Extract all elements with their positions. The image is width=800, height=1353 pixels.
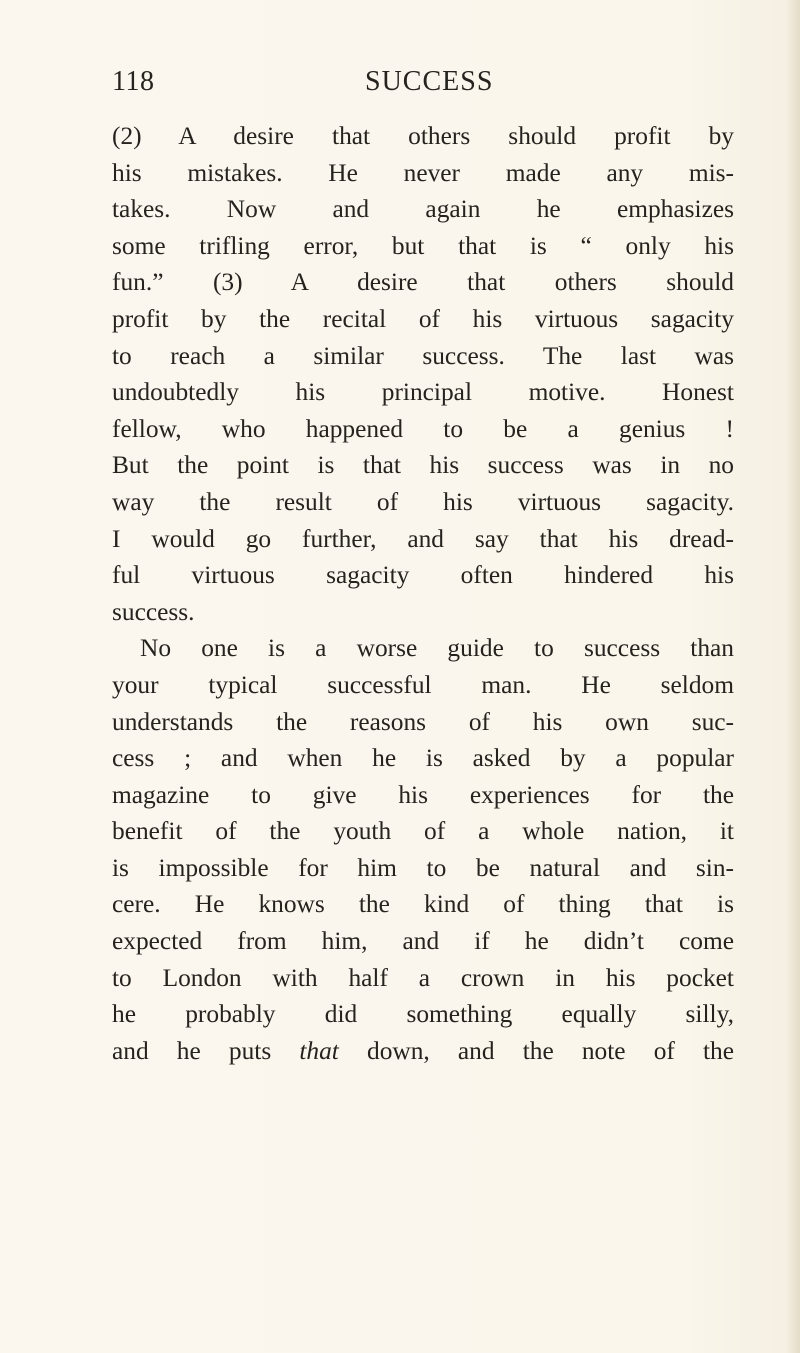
italic-emphasis: that — [299, 1036, 339, 1065]
running-head — [112, 66, 492, 106]
paragraph-2 — [112, 630, 734, 1069]
text-segment: down, and the note of the — [338, 1036, 734, 1065]
text-line: understands the reasons of his own suc- — [112, 707, 734, 736]
text-line: fun.” (3) A desire that others should — [112, 268, 734, 297]
text-line: his mistakes. He never made any mis- — [112, 158, 734, 187]
text-line: takes. Now and again he emphasizes — [112, 195, 734, 224]
text-line: benefit of the youth of a whole nation, it — [112, 817, 734, 846]
text-line: he probably did something equally silly, — [112, 1000, 734, 1029]
body-text — [112, 118, 734, 1069]
page-edge-shadow — [786, 0, 800, 1353]
text-line: way the result of his virtuous sagacity. — [112, 487, 734, 516]
text-line: cess ; and when he is asked by a popular — [112, 744, 734, 773]
text-line: undoubtedly his principal motive. Honest — [112, 378, 734, 407]
text-line: some trifling error, but that is “ only his — [112, 231, 734, 260]
page-title: SUCCESS — [365, 66, 494, 97]
text-line: (2) A desire that others should profit by — [112, 122, 734, 150]
paragraph-1 — [112, 118, 734, 630]
text-line: success. — [112, 597, 195, 626]
text-line: But the point is that his success was in no — [112, 451, 734, 480]
text-line: is impossible for him to be natural and sin- — [112, 853, 734, 882]
text-line: cere. He knows the kind of thing that is — [112, 890, 734, 919]
text-line: expected from him, and if he didn’t come — [112, 927, 734, 956]
text-line: profit by the recital of his virtuous sagacity — [112, 304, 734, 333]
text-line-final — [112, 1033, 734, 1070]
text-line: I would go further, and say that his dread- — [112, 524, 734, 553]
text-line: to London with half a crown in his pocket — [112, 963, 734, 992]
text-segment: and he puts — [112, 1036, 300, 1065]
page-number: 118 — [112, 66, 155, 97]
text-line: magazine to give his experiences for the — [112, 780, 734, 809]
text-line: No one is a worse guide to success than — [140, 634, 734, 663]
text-line: fellow, who happened to be a genius ! — [112, 414, 734, 443]
text-line: to reach a similar success. The last was — [112, 341, 734, 370]
text-line: ful virtuous sagacity often hindered his — [112, 561, 734, 590]
text-line: your typical successful man. He seldom — [112, 670, 734, 699]
